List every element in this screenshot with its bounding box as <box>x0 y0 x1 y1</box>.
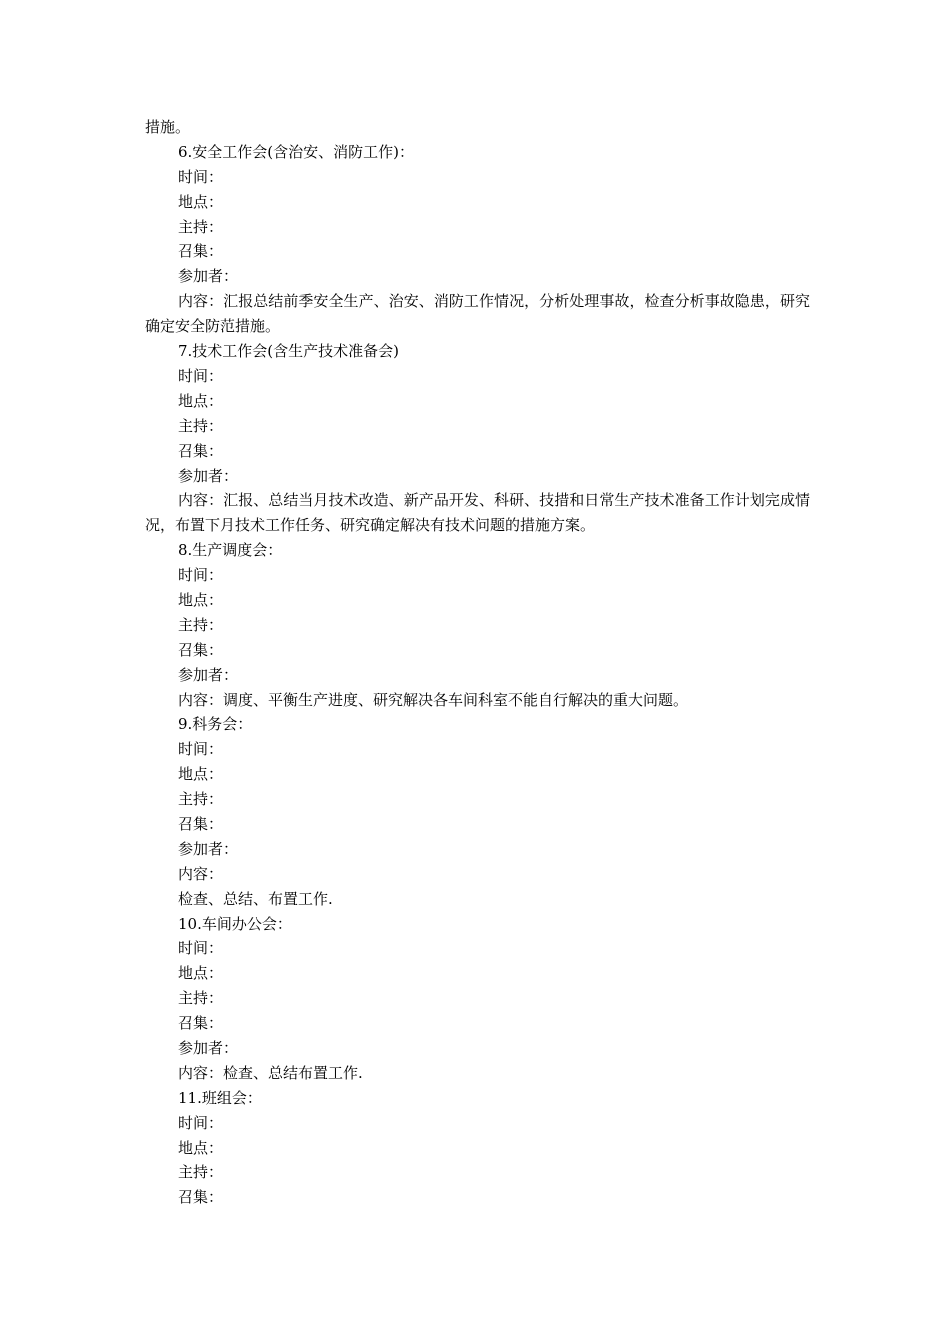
field-content: 内容： <box>178 864 224 883</box>
field-attendees: 参加者： <box>178 267 239 286</box>
field-host: 主持： <box>178 615 224 634</box>
section-heading: 7.技术工作会(含生产技术准备会) <box>178 342 400 361</box>
field-time: 时间： <box>178 740 224 759</box>
field-time: 时间： <box>178 366 224 385</box>
field-content: 内容：调度、平衡生产进度、研究解决各车间科室不能自行解决的重大问题。 <box>178 690 689 709</box>
field-convener: 召集： <box>178 441 224 460</box>
section-heading: 11.班组会： <box>178 1088 262 1107</box>
field-place: 地点： <box>178 964 224 983</box>
section-production-dispatch-meeting <box>145 538 810 712</box>
field-host: 主持： <box>178 1163 224 1182</box>
field-attendees: 参加者： <box>178 665 239 684</box>
field-attendees: 参加者： <box>178 466 239 485</box>
section-heading: 9.科务会： <box>178 715 253 734</box>
field-time: 时间： <box>178 167 224 186</box>
field-host: 主持： <box>178 989 224 1008</box>
field-content-detail: 检查、总结、布置工作. <box>178 889 333 908</box>
field-convener: 召集： <box>178 1014 224 1033</box>
field-place: 地点： <box>178 1138 224 1157</box>
section-workshop-office-meeting <box>145 912 810 1086</box>
section-heading: 10.车间办公会： <box>178 914 292 933</box>
field-place: 地点： <box>178 391 224 410</box>
field-content: 内容：汇报、总结当月技术改造、新产品开发、科研、技措和日常生产技术准备工作计划完成情况，布置下月技术工作任务、研究确定解决有技术问题的措施方案。 <box>145 491 810 535</box>
field-time: 时间： <box>178 1113 224 1132</box>
field-place: 地点： <box>178 590 224 609</box>
field-convener: 召集： <box>178 640 224 659</box>
lead-text: 措施。 <box>145 118 191 136</box>
section-technical-meeting <box>145 339 810 538</box>
field-attendees: 参加者： <box>178 839 239 858</box>
field-place: 地点： <box>178 765 224 784</box>
section-heading: 6.安全工作会(含治安、消防工作)： <box>178 142 415 161</box>
field-convener: 召集： <box>178 242 224 261</box>
field-host: 主持： <box>178 217 224 236</box>
section-safety-meeting <box>145 140 810 339</box>
field-convener: 召集： <box>178 815 224 834</box>
field-time: 时间： <box>178 939 224 958</box>
field-content: 内容：检查、总结布置工作. <box>178 1063 363 1082</box>
field-attendees: 参加者： <box>178 1039 239 1058</box>
field-host: 主持： <box>178 416 224 435</box>
field-host: 主持： <box>178 790 224 809</box>
document-body <box>145 115 810 1210</box>
field-convener: 召集： <box>178 1188 224 1207</box>
section-team-meeting <box>145 1086 810 1210</box>
field-time: 时间： <box>178 566 224 585</box>
section-heading: 8.生产调度会： <box>178 541 283 560</box>
field-place: 地点： <box>178 192 224 211</box>
section-department-meeting <box>145 712 810 911</box>
field-content: 内容：汇报总结前季安全生产、治安、消防工作情况，分析处理事故，检查分析事故隐患，研究确定安全防范措施。 <box>145 292 810 336</box>
